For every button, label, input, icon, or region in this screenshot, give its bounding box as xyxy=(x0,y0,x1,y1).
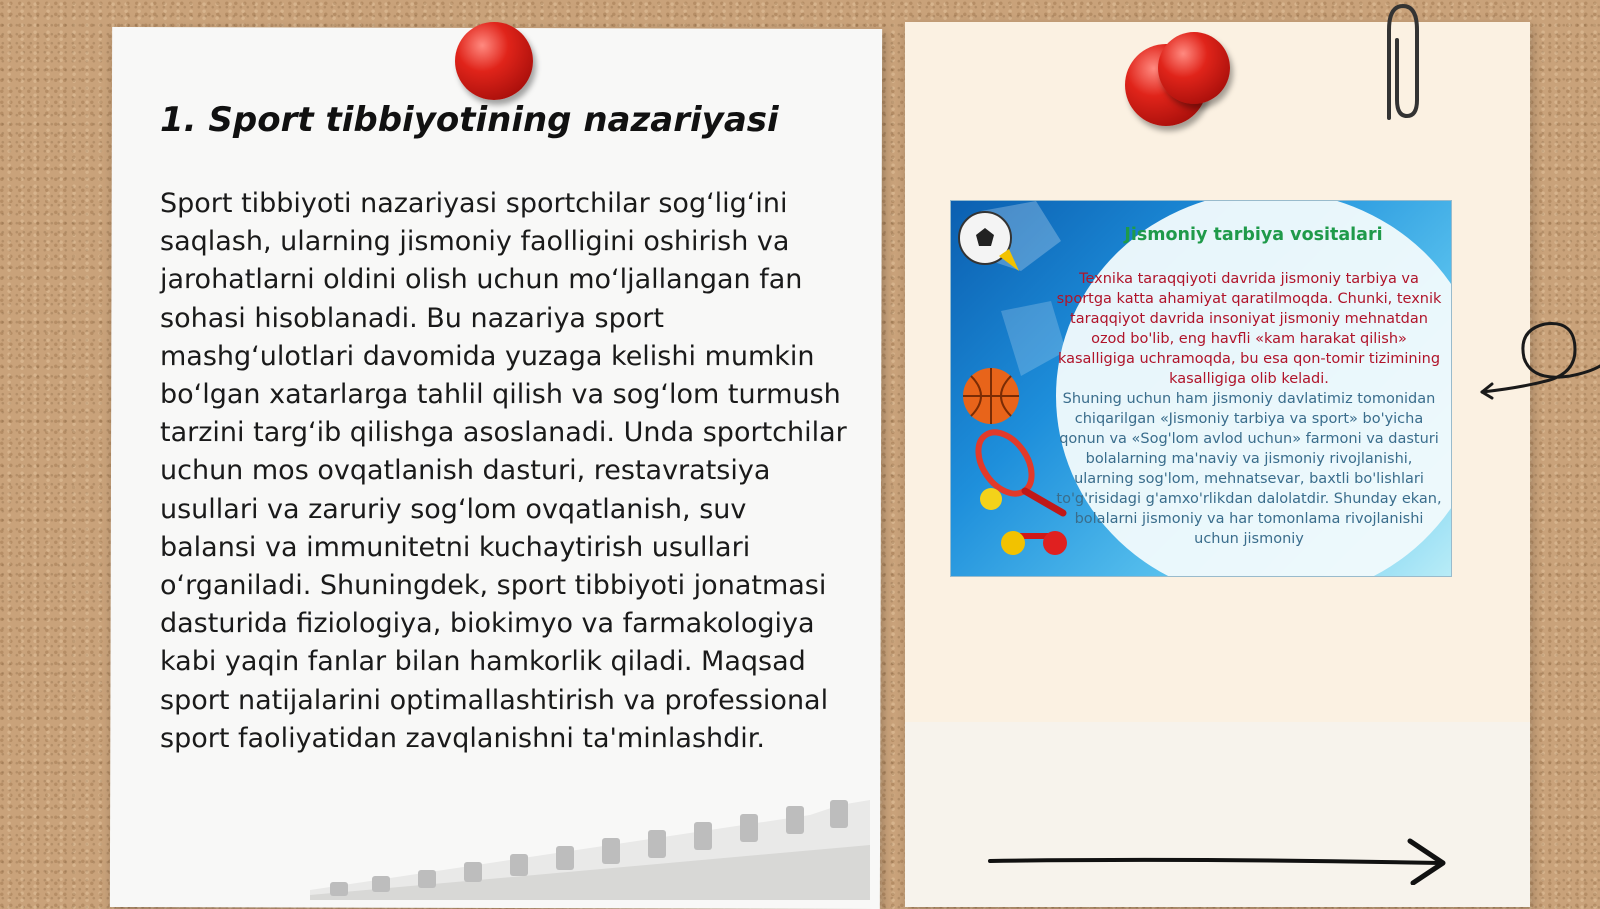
arrow-right-icon xyxy=(985,835,1450,885)
sports-image-card xyxy=(950,200,1452,577)
slide-title: 1. Sport tibbiyotining nazariyasi xyxy=(160,100,779,140)
slide-body-text: Sport tibbiyoti nazariyasi sportchilar sog‘lig‘ini saqlash, ularning jismoniy faolligini oshirish va jarohatlarni oldini olish uchun mo‘ljallangan fan sohasi hisoblanadi. Bu nazariya sport mashg‘ulotlari davomida yuzaga kelishi mumkin bo‘lgan xatarlarga tahlil qilish va sog‘lom turmush tarzini targ‘ib qilishga asoslanadi. Unda sportchilar uchun mos ovqatlanish dasturi, restavratsiya usullari va zaruriy sog‘lom ovqatlanish, suv balansi va immunitetni kuchaytirish usullari o‘rganiladi. Shuningdek, sport tibbiyoti jonatmasi dasturida fiziologiya, biokimyo va farmakologiya kabi yaqin fanlar bilan hamkorlik qiladi. Maqsad sport natijalarini optimallashtirish va professional sport faoliyatidan zavqlanishni ta'minlashdir. xyxy=(160,188,847,754)
paperclip-icon xyxy=(1375,0,1423,125)
squiggle-doodle-icon xyxy=(1480,310,1600,410)
image-paragraph-teal: Shuning uchun ham jismoniy davlatimiz tomonidan chiqarilgan «Jismoniy tarbiya va sport» bo'yicha qonun va «Sog'lom avlod uchun» farmoni va dasturi bolalarning ma'naviy va jismoniy rivojlanishi, ularning sog'lom, mehnatsevar, baxtli bo'lishlari to'g'risidagi g'amxo'rlikdan dalolatdir. Shunday ekan, bolalarni jismoniy va har tomonlama rivojlanishi uchun jismoniy xyxy=(1056,391,1442,547)
basketball-icon xyxy=(963,368,1019,424)
tennis-ball-icon xyxy=(980,488,1002,510)
torn-notebook-strip xyxy=(310,800,870,900)
sports-equipment-illustration xyxy=(951,201,1071,576)
push-pin-icon xyxy=(1158,32,1230,104)
image-paragraph-red: Texnika taraqqiyoti davrida jismoniy tarbiya va sportga katta ahamiyat qaratilmoqda. Chunki, texnik taraqqiyot davrida insoniyat jismoniy mehnatdan ozod bo'lib, eng havfli «kam harakat qilish» kasalligiga uchramoqda, bu esa qon-tomir tizimining kasalligiga olib keladi. xyxy=(1056,271,1442,387)
image-title: Jismoniy tarbiya vositalari xyxy=(1124,225,1383,245)
image-text-block xyxy=(1054,269,1444,549)
push-pin-icon xyxy=(455,22,533,100)
